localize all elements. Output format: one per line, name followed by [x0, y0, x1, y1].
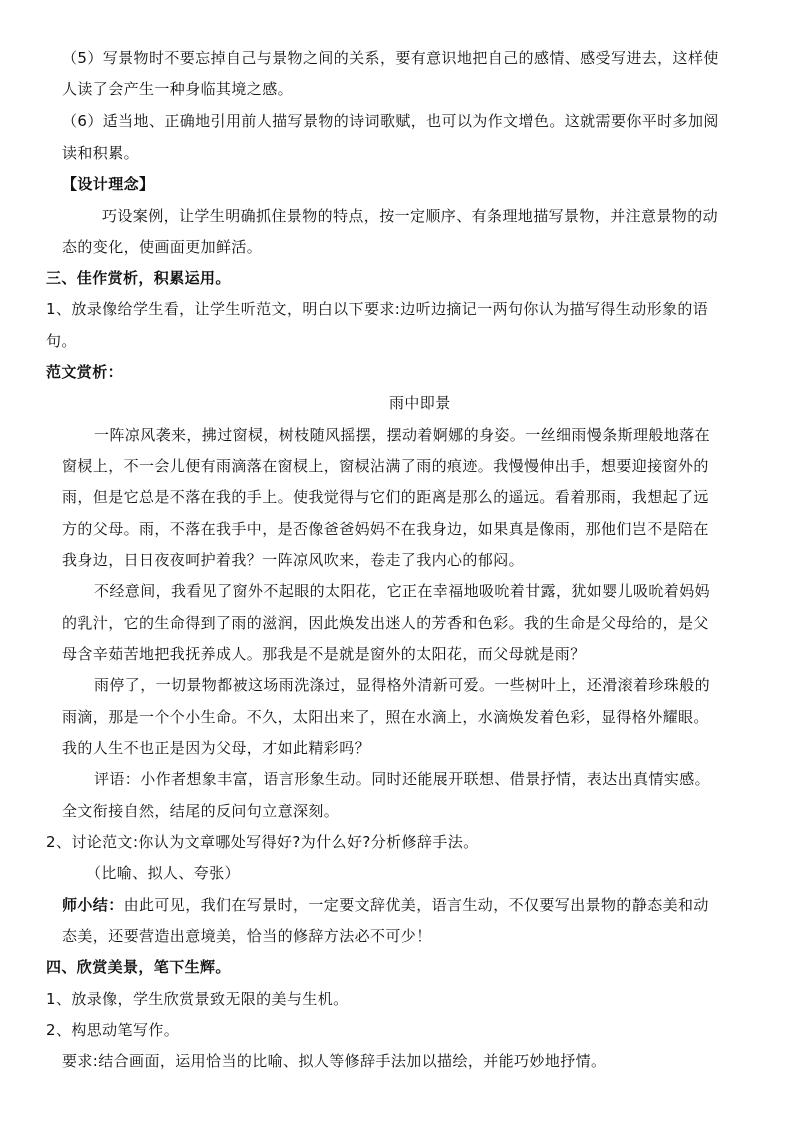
essay-paragraph-2-line: 母含辛茹苦地把我抚养成人。那我是不是就是窗外的太阳花，而父母就是雨？ [62, 645, 586, 663]
essay-analysis-label: 范文赏析： [46, 363, 124, 381]
writing-requirement: 要求:结合画面，运用恰当的比喻、拟人等修辞手法加以描绘，并能巧妙地抒情。 [62, 1052, 607, 1070]
section-3-item-1-line-1: 1、放录像给学生看，让学生听范文，明白以下要求:边听边摘记一两句你认为描写得生动形象的语 [46, 300, 709, 318]
essay-paragraph-1-line: 雨，但是它总是不落在我的手上。使我觉得与它们的距离是那么的遥远。看着那雨，我想起了远 [62, 488, 709, 506]
section-3-item-2: 2、讨论范文:你认为文章哪处写得好?为什么好?分析修辞手法。 [46, 833, 479, 851]
section-4-item-1: 1、放录像，学生欣赏景致无限的美与生机。 [46, 990, 349, 1008]
essay-title: 雨中即景 [389, 394, 451, 412]
essay-paragraph-1-line: 方的父母。雨，不落在我手中，是否像爸爸妈妈不在我身边，如果真是像雨，那他们岂不是陪在 [62, 520, 709, 538]
essay-paragraph-1-line: 窗棂上，不一会儿便有雨滴落在窗棂上，窗棂沾满了雨的痕迹。我慢慢伸出手，想要迎接窗外的 [62, 457, 709, 475]
essay-paragraph-2-line: 不经意间，我看见了窗外不起眼的太阳花，它正在幸福地吸吮着甘露，犹如婴儿吸吮着妈妈 [94, 582, 711, 600]
essay-paragraph-1-line: 一阵凉风袭来，拂过窗棂，树枝随风摇摆，摆动着婀娜的身姿。一丝细雨慢条斯理般地落在 [94, 426, 711, 444]
teacher-summary-label: 师小结： [62, 896, 124, 914]
tip-6-line-1: （6）适当地、正确地引用前人描写景物的诗词歌赋，也可以为作文增色。这就需要你平时多加阅 [62, 112, 719, 130]
essay-paragraph-3-line: 雨滴，那是一个个小生命。不久，太阳出来了，照在水滴上，水滴焕发着色彩，显得格外耀眼。 [62, 708, 709, 726]
section-3-heading: 三、佳作赏析，积累运用。 [46, 269, 231, 287]
essay-paragraph-1-line: 我身边，日日夜夜呵护着我？一阵凉风吹来，卷走了我内心的郁闷。 [62, 551, 525, 569]
essay-comment-line: 全文衔接自然，结尾的反问句立意深刻。 [62, 802, 340, 820]
teacher-summary-line-1 [62, 895, 709, 915]
tip-5-line-1: （5）写景物时不要忘掉自己与景物之间的关系，要有意识地把自己的感情、感受写进去，这样使 [62, 49, 719, 67]
tip-6-line-2: 读和积累。 [62, 144, 140, 162]
rhetoric-hint: （比喻、拟人、夸张） [86, 864, 241, 882]
essay-comment-line: 评语：小作者想象丰富，语言形象生动。同时还能展开联想、借景抒情，表达出真情实感。 [94, 770, 711, 788]
tip-5-line-2: 人读了会产生一种身临其境之感。 [62, 80, 294, 98]
design-heading: 【设计理念】 [62, 175, 155, 193]
section-4-item-2: 2、构思动笔写作。 [46, 1021, 180, 1039]
section-4-heading: 四、欣赏美景，笔下生辉。 [46, 958, 231, 976]
design-line-2: 态的变化，使画面更加鲜活。 [62, 238, 263, 256]
essay-paragraph-3-line: 我的人生不也正是因为父母，才如此精彩吗？ [62, 739, 371, 757]
essay-paragraph-3-line: 雨停了，一切景物都被这场雨洗涤过，显得格外清新可爱。一些树叶上，还滑滚着珍珠般的 [94, 676, 711, 694]
design-line-1: 巧设案例，让学生明确抓住景物的特点，按一定顺序、有条理地描写景物，并注意景物的动 [102, 207, 719, 225]
teacher-summary-line-2: 态美，还要营造出意境美，恰当的修辞方法必不可少！ [62, 927, 432, 945]
teacher-summary-text: 由此可见，我们在写景时，一定要文辞优美，语言生动，不仅要写出景物的静态美和动 [123, 896, 709, 914]
essay-paragraph-2-line: 的乳汁，它的生命得到了雨的滋润，因此焕发出迷人的芳香和色彩。我的生命是父母给的，是父 [62, 614, 709, 632]
section-3-item-1-line-2: 句。 [46, 332, 77, 350]
